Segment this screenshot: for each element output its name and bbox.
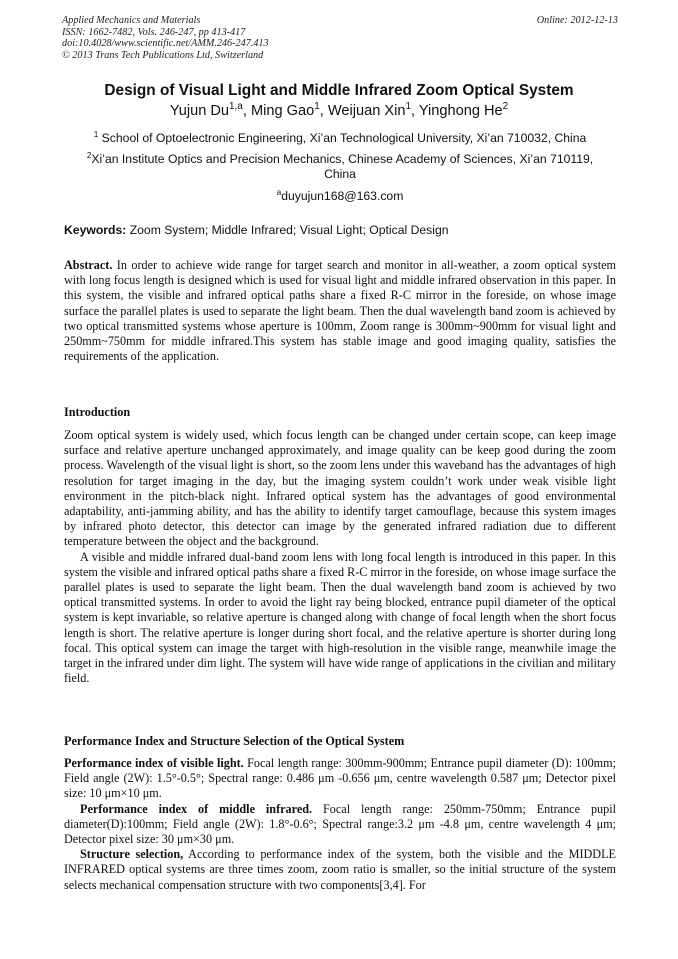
visible-index-text: Focal length range: 300mm-900mm; Entrance pupil diameter (D): 100mm; Field angle (2W): 1.5°-0.5°; Spectral range: 0.486 μm -0.656 μm, centre wavelength 0.587 μm; Detector pixel size: 10 μm×10 μm. bbox=[64, 756, 617, 801]
running-header bbox=[62, 15, 618, 61]
author-name: Yujun Du bbox=[169, 103, 230, 119]
author-name: Ming Gao bbox=[250, 103, 315, 119]
author-name: Weijuan Xin bbox=[327, 103, 406, 119]
author-superscript: 2 bbox=[502, 101, 509, 113]
affiliation-2 bbox=[64, 149, 616, 182]
affiliation-superscript: 2 bbox=[86, 149, 92, 160]
section-heading-introduction: Introduction bbox=[64, 405, 131, 419]
introduction-body bbox=[64, 428, 616, 686]
affiliation-text: Xi’an Institute Optics and Precision Mechanics, Chinese Academy of Sciences, Xi’an 710119, bbox=[91, 152, 594, 166]
visible-index-label: Performance index of visible light. bbox=[64, 756, 244, 770]
abstract bbox=[64, 258, 616, 364]
author-superscript: 1 bbox=[314, 101, 320, 113]
structure-selection-label: Structure selection, bbox=[80, 847, 184, 862]
infrared-index-text: Focal length range: 250mm-750mm; Entrance pupil diameter(D):100mm; Field angle (2W): 1.8°-0.6°; Spectral range:3.2 μm -4.8 μm, centre wavelength 4 μm; Detector pixel size: 30 μm×30 μm. bbox=[64, 801, 616, 847]
affiliation-text: School of Optoelectronic Engineering, Xi’an Technological University, Xi’an 710032, China bbox=[98, 131, 587, 145]
performance-visible-paragraph bbox=[64, 756, 616, 802]
infrared-index-label: Performance index of middle infrared. bbox=[80, 801, 313, 816]
introduction-paragraph-1: Zoom optical system is widely used, which focus length can be changed under certain scope, can keep image surface and relative aperture unchanged approximately, and image quality can be keep good during the zoom process. Wavelength of the visual light is short, so the zoom lens under this waveband has the advantages of high resolution for target imaging in the day, but the imaging system couldn’t work under weak visible light environment in the pitch-black night. Infrared optical system has the advantages of good environmental adaptability, anti-jamming ability, and has the ability to identify target camouflage, because this system images by infrared photo detector, this detector can image by the generated infrared radiation due to different temperature between the object and the background. bbox=[64, 428, 616, 549]
journal-name: Applied Mechanics and Materials bbox=[62, 15, 201, 26]
keywords-label: Keywords: bbox=[64, 223, 127, 237]
structure-selection-text: According to performance index of the system, both the visible and the MIDDLE INFRARED optical systems are three times zoom, zoom ratio is smaller, so the initial structure of the system selects mechanical compensation structure with two components[3,4]. For bbox=[64, 847, 616, 892]
affiliation-superscript: 1 bbox=[93, 128, 99, 139]
copyright-line: © 2013 Trans Tech Publications Ltd, Switzerland bbox=[62, 49, 264, 61]
author-separator: , bbox=[242, 103, 251, 119]
doi-line: doi:10.4028/www.scientific.net/AMM.246-247.413 bbox=[62, 38, 269, 50]
author-superscript: 1 bbox=[405, 101, 411, 113]
author-separator: , bbox=[410, 103, 419, 119]
affiliation-1 bbox=[64, 128, 616, 146]
author-list bbox=[40, 103, 638, 119]
online-date: Online: 2012-12-13 bbox=[536, 15, 618, 26]
author-email bbox=[64, 186, 616, 204]
introduction-paragraph-2: A visible and middle infrared dual-band zoom lens with long focal length is introduced in this paper. In this system the visible and infrared optical paths share a fixed R-C mirror in the foreside, on whose image surface the parallel plates is used to separate the light beam. Then the dual wavelength band zoom is achieved by two optical transmitted systems. In order to avoid the light ray being blocked, entrance pupil diameter of the optical system is kept invariable, so relative aperture is changed along with change of focal length when the short focus length is short. The relative aperture is longer during short focal, and the relative aperture is shorter during long focal. This optical system can image the target with high-resolution in the visible range, meanwhile image the target in the infrared under dim light. The system will have wide range of applications in the civilian and military field. bbox=[64, 549, 616, 686]
author-separator: , bbox=[319, 103, 328, 119]
keywords bbox=[64, 223, 620, 237]
performance-infrared-paragraph bbox=[64, 802, 616, 848]
email-link[interactable]: duyujun168@163.com bbox=[281, 189, 404, 203]
email-superscript: a bbox=[276, 186, 282, 197]
section-heading-performance: Performance Index and Structure Selection of the Optical System bbox=[64, 734, 405, 748]
structure-selection-paragraph bbox=[64, 847, 616, 893]
issn-line: ISSN: 1662-7482, Vols. 246-247, pp 413-417 bbox=[62, 26, 246, 38]
author-superscript: 1,a bbox=[229, 101, 243, 113]
affiliation-text: China bbox=[324, 166, 356, 181]
author-name: Yinghong He bbox=[418, 103, 503, 119]
paper-title: Design of Visual Light and Middle Infrared Zoom Optical System bbox=[104, 82, 574, 99]
abstract-label: Abstract. bbox=[64, 258, 113, 272]
abstract-text: In order to achieve wide range for target search and monitor in all-weather, a zoom optical system with long focus length is designed which is used for visual light and middle infrared observation in this paper. In this system, the visible and infrared optical paths share a fixed R-C mirror in the foreside, on whose image surface the parallel plates is used to separate the light beam. Then the dual wavelength band zoom is achieved by two optical transmitted systems whose aperture is 100mm, Zoom range is 300mm~900mm for visual light and 250mm~750mm for middle infrared.This system has stable image and good imaging quality, satisfies the requirements of the application. bbox=[64, 258, 616, 364]
keywords-text: Zoom System; Middle Infrared; Visual Light; Optical Design bbox=[126, 223, 449, 237]
performance-body bbox=[64, 756, 616, 893]
